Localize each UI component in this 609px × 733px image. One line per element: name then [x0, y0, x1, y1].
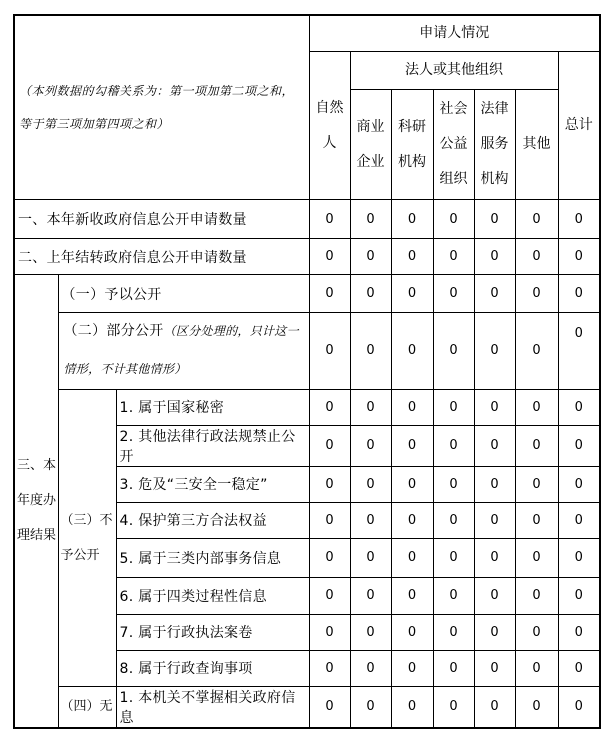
value-cell: 0: [433, 650, 474, 686]
value-cell: 0: [309, 200, 350, 239]
value-cell: 0: [309, 686, 350, 728]
row-label-law-prohibited: 2. 其他法律行政法规禁止公开: [116, 425, 309, 466]
value-cell: 0: [309, 239, 350, 275]
value-cell: 0: [515, 313, 558, 390]
value-cell: 0: [433, 466, 474, 502]
value-cell: 0: [433, 275, 474, 313]
partial-label: （二）部分公开: [63, 323, 164, 339]
value-cell: 0: [433, 614, 474, 650]
value-cell: 0: [474, 538, 515, 577]
row-label-granted: （一）予以公开: [58, 275, 309, 313]
value-cell: 0: [391, 239, 433, 275]
value-cell: 0: [309, 650, 350, 686]
header-applicant-situation: 申请人情况: [309, 15, 600, 52]
value-cell: 0: [350, 502, 391, 538]
value-cell: 0: [391, 313, 433, 390]
row-label-administrative-query: 8. 属于行政查询事项: [116, 650, 309, 686]
value-cell: 0: [350, 239, 391, 275]
partial-condition-note: （区分处理的，只计这一情形，不计其他情形）: [63, 324, 299, 376]
value-cell: 0: [391, 425, 433, 466]
value-cell: 0: [474, 502, 515, 538]
row-label-third-party-rights: 4. 保护第三方合法权益: [116, 502, 309, 538]
value-cell: 0: [474, 313, 515, 390]
value-cell: 0: [474, 466, 515, 502]
row-label-new-received: 一、本年新收政府信息公开申请数量: [14, 200, 309, 239]
section-label-annual-results: 三、本年度办理结果: [14, 275, 58, 728]
value-cell: 0: [433, 538, 474, 577]
value-cell: 0: [391, 614, 433, 650]
header-total: 总计: [558, 52, 600, 200]
value-cell: 0: [474, 200, 515, 239]
value-cell: 0: [474, 389, 515, 425]
row-label-internal-affairs: 5. 属于三类内部事务信息: [116, 538, 309, 577]
value-cell: 0: [515, 275, 558, 313]
value-cell: 0: [309, 425, 350, 466]
value-cell: 0: [515, 389, 558, 425]
value-cell: 0: [515, 502, 558, 538]
header-social-welfare-org: 社会公益组织: [433, 90, 474, 200]
value-cell: 0: [391, 389, 433, 425]
value-cell: 0: [433, 425, 474, 466]
row-label-state-secret: 1. 属于国家秘密: [116, 389, 309, 425]
value-cell: 0: [515, 577, 558, 614]
row-label-unable: （四）无: [58, 686, 116, 728]
value-cell: 0: [474, 650, 515, 686]
header-other-org: 其他: [515, 90, 558, 200]
value-cell: 0: [433, 502, 474, 538]
disclosure-request-table: [13, 14, 601, 729]
value-cell: 0: [515, 425, 558, 466]
value-cell: 0: [515, 466, 558, 502]
value-cell: 0: [350, 466, 391, 502]
value-cell: 0: [558, 502, 600, 538]
value-cell: 0: [433, 389, 474, 425]
value-cell: 0: [350, 577, 391, 614]
header-legal-service-org: 法律服务机构: [474, 90, 515, 200]
value-cell: 0: [474, 425, 515, 466]
value-cell: 0: [350, 275, 391, 313]
value-cell: 0: [558, 466, 600, 502]
value-cell: 0: [309, 466, 350, 502]
value-cell: 0: [515, 200, 558, 239]
row-label-carried-over: 二、上年结转政府信息公开申请数量: [14, 239, 309, 275]
value-cell: 0: [474, 614, 515, 650]
value-cell: 0: [350, 538, 391, 577]
value-cell: 0: [309, 502, 350, 538]
value-cell: 0: [515, 650, 558, 686]
value-cell: 0: [391, 275, 433, 313]
value-cell: 0: [558, 577, 600, 614]
value-cell: 0: [558, 200, 600, 239]
value-cell: 0: [350, 650, 391, 686]
value-cell: 0: [474, 686, 515, 728]
value-cell: 0: [433, 686, 474, 728]
value-cell: 0: [558, 389, 600, 425]
row-label-enforcement-files: 7. 属于行政执法案卷: [116, 614, 309, 650]
header-natural-person: 自然人: [309, 52, 350, 200]
header-research-institution: 科研机构: [391, 90, 433, 200]
row-label-partial: [58, 313, 309, 390]
value-cell: 0: [309, 614, 350, 650]
value-cell: 0: [474, 275, 515, 313]
value-cell: 0: [391, 650, 433, 686]
value-cell: 0: [515, 239, 558, 275]
value-cell: 0: [433, 577, 474, 614]
value-cell: 0: [391, 538, 433, 577]
value-cell: 0: [350, 200, 391, 239]
row-label-endanger-security: 3. 危及“三安全一稳定”: [116, 466, 309, 502]
row-label-no-relevant-info: 1. 本机关不掌握相关政府信息: [116, 686, 309, 728]
value-cell: 0: [391, 577, 433, 614]
value-cell: 0: [558, 425, 600, 466]
value-cell: 0: [558, 686, 600, 728]
value-cell: 0: [558, 650, 600, 686]
value-cell: 0: [558, 313, 600, 390]
value-cell: 0: [350, 389, 391, 425]
value-cell: 0: [350, 686, 391, 728]
value-cell: 0: [309, 389, 350, 425]
value-cell: 0: [474, 239, 515, 275]
value-cell: 0: [391, 466, 433, 502]
row-label-refused: （三）不予公开: [58, 389, 116, 686]
value-cell: 0: [391, 502, 433, 538]
value-cell: 0: [391, 686, 433, 728]
header-legal-or-other-org: 法人或其他组织: [350, 52, 558, 90]
value-cell: 0: [558, 275, 600, 313]
value-cell: 0: [558, 239, 600, 275]
row-label-process-information: 6. 属于四类过程性信息: [116, 577, 309, 614]
value-cell: 0: [433, 239, 474, 275]
value-cell: 0: [309, 313, 350, 390]
value-cell: 0: [350, 425, 391, 466]
value-cell: 0: [558, 614, 600, 650]
value-cell: 0: [515, 614, 558, 650]
value-cell: 0: [309, 275, 350, 313]
value-cell: 0: [515, 538, 558, 577]
value-cell: 0: [433, 313, 474, 390]
value-cell: 0: [433, 200, 474, 239]
value-cell: 0: [558, 538, 600, 577]
value-cell: 0: [474, 577, 515, 614]
reconciliation-note: （本列数据的勾稽关系为：第一项加第二项之和，等于第三项加第四项之和）: [14, 15, 309, 200]
value-cell: 0: [391, 200, 433, 239]
value-cell: 0: [515, 686, 558, 728]
value-cell: 0: [350, 614, 391, 650]
value-cell: 0: [350, 313, 391, 390]
header-commercial-enterprise: 商业企业: [350, 90, 391, 200]
value-cell: 0: [309, 577, 350, 614]
value-cell: 0: [309, 538, 350, 577]
